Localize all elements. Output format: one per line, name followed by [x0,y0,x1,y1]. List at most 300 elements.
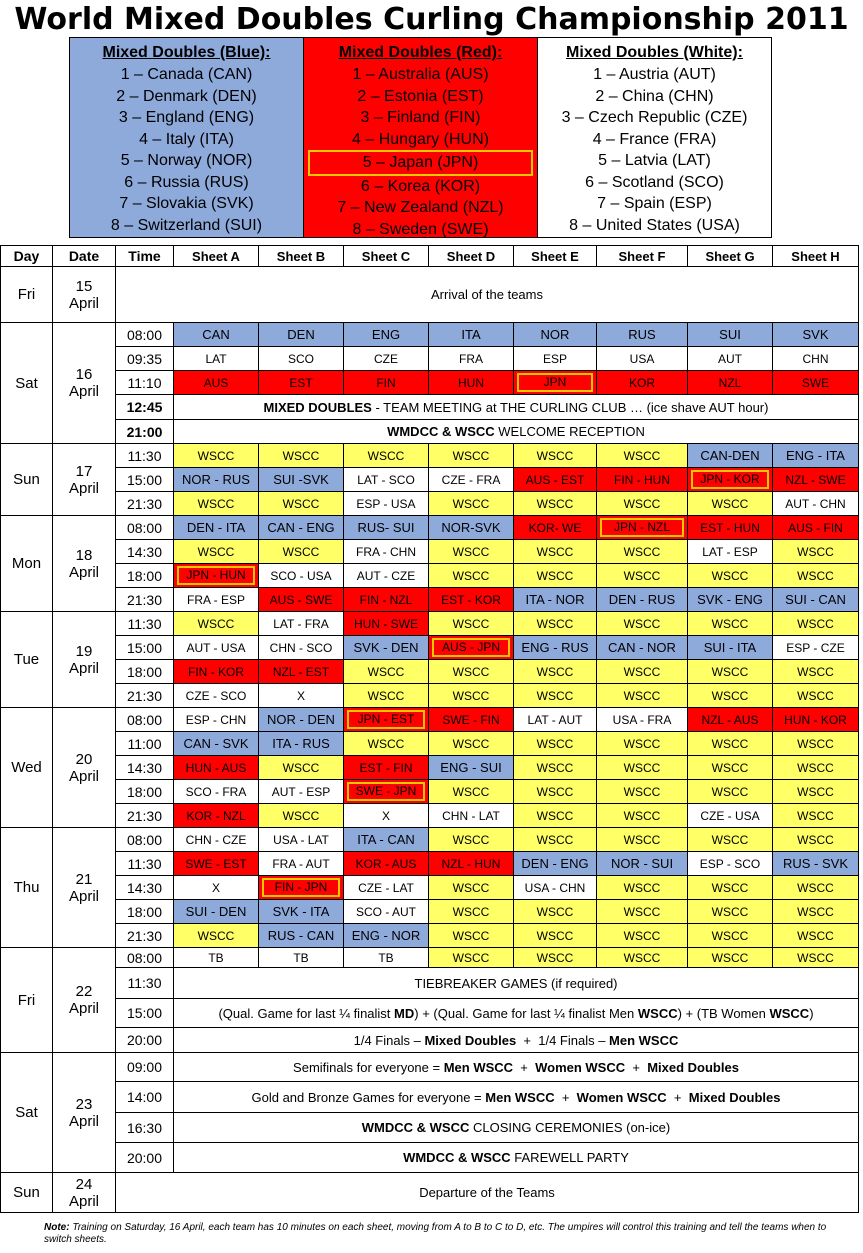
game-cell [688,876,773,900]
game-label: SVK - ITA [272,904,330,919]
schedule-row [1,780,859,804]
game-label: LAT - ESP [702,544,758,559]
date-month: April [68,479,99,497]
game-cell [597,900,688,924]
game-cell [344,612,429,636]
game-label: EST - FIN [359,760,413,775]
event-text-part: Semifinals for everyone = [293,1059,444,1075]
game-cell [344,924,429,948]
game-cell [429,588,514,612]
game-cell [688,780,773,804]
game-label: WSCC [452,784,490,799]
schedule-row [1,588,859,612]
game-label: WSCC [623,736,661,751]
game-cell [174,612,259,636]
event-text-part: + [666,1089,689,1105]
game-label: ENG - SUI [440,760,502,775]
schedule-row [1,395,859,420]
game-label: SWE - JPN [347,782,425,801]
event-text-part: WSCC [769,1005,810,1021]
game-label: WSCC [452,544,490,559]
date-month: April [68,887,99,905]
game-label: WSCC [797,568,834,583]
game-cell [514,347,597,371]
game-label: KOR - AUS [355,856,417,871]
game-label: ITA [461,327,481,342]
game-label: WSCC [797,616,834,631]
date-cell [53,444,116,516]
game-cell [597,804,688,828]
game-cell [259,900,344,924]
game-label: TB [208,950,224,965]
event-text-part: + [625,1059,648,1075]
game-cell [514,756,597,780]
game-label: SCO - AUT [355,904,416,919]
time-cell: 18:00 [116,780,174,804]
game-label: LAT - SCO [357,472,415,487]
game-cell [514,804,597,828]
event-text-part: WELCOME RECEPTION [494,424,645,439]
game-cell [773,732,859,756]
game-label: ESP - USA [356,496,416,511]
group-team-item: 8 – United States (USA) [569,216,740,234]
game-label: X [381,808,390,823]
game-cell [174,900,259,924]
game-cell [344,684,429,708]
day-cell: Sat [1,1053,53,1173]
time-cell: 21:30 [116,492,174,516]
game-cell [259,588,344,612]
game-cell [174,684,259,708]
game-cell [174,588,259,612]
game-label: WSCC [711,784,749,799]
game-cell [773,780,859,804]
schedule-row [1,612,859,636]
game-label: WSCC [623,448,661,463]
group-team-item: 2 – China (CHN) [595,87,714,105]
date-month: April [68,659,99,677]
game-label: JPN [517,373,593,392]
game-cell [688,660,773,684]
game-label: KOR - NZL [186,808,246,823]
event-text-part: WMDCC & WSCC [361,1120,470,1135]
game-label: WSCC [797,950,834,965]
game-label: FRA - ESP [186,592,245,607]
game-label: RUS - CAN [267,928,335,943]
schedule-row [1,1143,859,1173]
game-label: AUT - CHN [785,496,846,511]
game-label: WSCC [797,904,834,919]
game-cell [429,804,514,828]
game-label: FRA - CHN [356,544,416,559]
schedule-row [1,1173,859,1213]
page-title: World Mixed Doubles Curling Championship 2011 [14,2,849,37]
date-month: April [68,1192,99,1210]
game-cell [597,540,688,564]
time-cell: 12:45 [116,395,174,420]
day-cell: Tue [1,612,53,708]
event-span-cell [174,395,859,420]
game-label: DEN - RUS [608,592,676,607]
game-label: CZE - FRA [441,472,501,487]
game-label: NZL - EST [272,664,330,679]
game-label: WSCC [367,448,405,463]
game-label: WSCC [452,736,490,751]
game-label: FIN - KOR [188,664,244,679]
game-cell [597,948,688,968]
game-cell [514,660,597,684]
game-cell [344,852,429,876]
game-label: WSCC [623,760,661,775]
game-label: CZE [374,351,398,366]
game-label: SCO - FRA [185,784,247,799]
game-cell [344,804,429,828]
schedule-row [1,420,859,444]
schedule-row [1,828,859,852]
group-team-item: 7 – New Zealand (NZL) [337,199,504,216]
date-cell [53,516,116,612]
game-cell [429,371,514,395]
game-cell [688,732,773,756]
game-label: WSCC [452,904,490,919]
game-label: AUS - FIN [788,520,843,535]
game-cell [429,540,514,564]
time-cell: 15:00 [116,636,174,660]
game-label: WSCC [452,448,490,463]
event-span-cell [174,1028,859,1053]
game-cell [259,828,344,852]
game-cell [259,660,344,684]
event-text-part: Men WSCC [485,1089,555,1105]
group-team-item: 5 – Latvia (LAT) [598,152,711,169]
game-label: JPN - KOR [691,470,769,489]
game-label: WSCC [452,880,490,895]
game-cell [259,924,344,948]
game-label: CAN - NOR [608,640,676,655]
game-cell [344,564,429,588]
game-label: WSCC [623,616,661,631]
game-cell [773,876,859,900]
day-cell: Wed [1,708,53,828]
event-text-part: MD [394,1005,415,1021]
game-label: SVK [802,327,829,342]
game-label: WSCC [711,760,749,775]
date-day-number: 19 [75,642,93,660]
game-label: WSCC [623,568,661,583]
schedule-row [1,660,859,684]
group-team-item: 4 – Italy (ITA) [139,130,234,148]
game-cell [773,828,859,852]
time-cell: 08:00 [116,323,174,347]
game-cell [514,371,597,395]
date-day-number: 24 [75,1175,93,1193]
game-label: WSCC [452,688,490,703]
event-text-part: WSCC [637,1005,678,1021]
game-cell [344,948,429,968]
game-label: WSCC [536,808,574,823]
game-cell [597,516,688,540]
game-cell [514,708,597,732]
event-text-part: WMDCC & WSCC [403,1150,511,1165]
time-cell: 14:00 [116,1082,174,1113]
game-label: AUS - SWE [269,592,333,607]
game-label: KOR- WE [528,520,582,535]
game-label: WSCC [797,880,834,895]
game-label: FRA [459,351,483,366]
game-cell [773,540,859,564]
game-label: X [211,880,220,895]
day-cell: Sat [1,323,53,444]
game-cell [773,756,859,780]
game-cell [597,708,688,732]
game-cell [688,708,773,732]
game-cell [597,444,688,468]
game-cell [773,684,859,708]
group-team-item: 7 – Spain (ESP) [597,195,712,212]
time-cell: 11:30 [116,852,174,876]
schedule-row [1,492,859,516]
event-span-cell [174,999,859,1028]
game-label: FIN - HUN [614,472,670,487]
game-cell [174,564,259,588]
game-cell [259,540,344,564]
game-label: WSCC [623,688,661,703]
game-cell [429,564,514,588]
game-cell [597,371,688,395]
game-cell [514,780,597,804]
game-label: WSCC [282,760,320,775]
game-label: SVK - DEN [353,640,419,655]
game-label: HUN [458,375,484,390]
game-cell [429,684,514,708]
game-label: WSCC [623,784,661,799]
footnote-text: Training on Saturday, 16 April, each team has 10 minutes on each sheet, moving from A to B to C to D, etc. The umpires will control this training and tell the teams when to switch sheets. [44,1222,827,1245]
game-label: AUT - ESP [271,784,331,799]
game-cell [429,636,514,660]
game-cell [514,684,597,708]
time-cell: 11:30 [116,444,174,468]
schedule-row [1,756,859,780]
game-label: WSCC [536,496,574,511]
time-cell: 09:00 [116,1053,174,1082]
game-label: NZL - HUN [441,856,501,871]
event-text-part: (Qual. Game for last ¼ finalist [218,1005,395,1021]
event-text-part: Women WSCC [576,1089,667,1105]
event-text-part: + [513,1059,536,1075]
game-cell [597,732,688,756]
event-text-part: TIEBREAKER GAMES (if required) [414,975,618,991]
game-cell [688,636,773,660]
group-column [70,38,304,237]
game-cell [597,828,688,852]
header-date: Date [53,246,116,267]
time-cell: 21:00 [116,420,174,444]
game-cell [597,660,688,684]
game-cell [597,756,688,780]
group-team-item: 3 – Czech Republic (CZE) [561,109,748,126]
game-cell [514,516,597,540]
game-cell [514,540,597,564]
game-cell [688,540,773,564]
game-label: WSCC [711,904,749,919]
game-label: WSCC [623,808,661,823]
game-cell [259,780,344,804]
game-label: WSCC [797,736,834,751]
game-cell [259,444,344,468]
game-cell [174,852,259,876]
game-cell [174,924,259,948]
event-text-part: Mixed Doubles [647,1059,739,1075]
game-label: CZE - LAT [358,880,414,895]
game-cell [773,804,859,828]
game-cell [174,780,259,804]
game-cell [688,516,773,540]
game-cell [773,444,859,468]
time-cell: 15:00 [116,468,174,492]
game-cell [344,780,429,804]
game-cell [259,708,344,732]
game-label: JPN - NZL [600,518,684,537]
game-label: USA - FRA [612,712,672,727]
game-label: WSCC [197,928,235,943]
game-cell [174,660,259,684]
header-sheet-e: Sheet E [514,246,597,267]
game-label: SVK - ENG [697,592,763,607]
schedule-row [1,636,859,660]
date-day-number: 22 [75,983,93,1000]
game-cell [344,732,429,756]
time-cell: 11:00 [116,732,174,756]
game-cell [174,516,259,540]
time-cell: 16:30 [116,1113,174,1143]
date-cell [53,612,116,708]
game-label: CAN - SVK [183,736,249,751]
schedule-row [1,1053,859,1082]
schedule-row [1,876,859,900]
game-label: EST - KOR [441,592,501,607]
game-cell [514,876,597,900]
game-label: CAN [202,327,230,342]
schedule-row [1,804,859,828]
group-team-item: 1 – Austria (AUT) [593,66,716,83]
game-cell [429,492,514,516]
game-label: FIN - JPN [262,878,340,897]
game-label: DEN - ITA [186,520,246,535]
game-cell [429,756,514,780]
game-cell [344,540,429,564]
game-label: WSCC [536,736,574,751]
time-cell: 08:00 [116,708,174,732]
event-span-cell [174,1143,859,1173]
header-sheet-d: Sheet D [429,246,514,267]
game-cell [514,588,597,612]
event-span-cell: Departure of the Teams [116,1173,859,1213]
time-cell: 14:30 [116,876,174,900]
game-label: WSCC [282,808,320,823]
game-cell [174,540,259,564]
time-cell: 21:30 [116,804,174,828]
game-label: ITA - RUS [272,736,330,751]
game-cell [344,588,429,612]
game-cell [344,347,429,371]
game-label: AUT - CZE [356,568,416,583]
game-cell [259,948,344,968]
event-span-cell [174,968,859,999]
header-time: Time [116,246,174,267]
schedule-table [0,245,859,1213]
event-span-cell [174,420,859,444]
time-cell: 09:35 [116,347,174,371]
event-text-part: FAREWELL PARTY [510,1150,629,1165]
game-label: WSCC [797,664,834,679]
game-label: EST [289,375,313,390]
date-day-number: 23 [75,1095,93,1113]
game-cell [688,588,773,612]
game-label: CZE - SCO [185,688,247,703]
game-label: WSCC [797,760,834,775]
game-cell [688,924,773,948]
game-label: WSCC [536,784,574,799]
event-span-cell [174,1082,859,1113]
date-day-number: 21 [75,870,93,888]
game-label: WSCC [711,880,749,895]
day-cell: Mon [1,516,53,612]
game-cell [174,371,259,395]
game-label: HUN - SWE [354,616,418,631]
game-label: WSCC [452,928,490,943]
game-label: NOR - DEN [267,712,335,727]
game-label: ESP - SCO [699,856,761,871]
header-sheet-f: Sheet F [597,246,688,267]
game-label: WSCC [367,664,405,679]
game-label: AUS - JPN [432,638,510,657]
game-label: WSCC [536,832,574,847]
game-cell [259,516,344,540]
date-month: April [68,563,99,581]
game-cell [773,852,859,876]
time-cell: 21:30 [116,588,174,612]
game-cell [514,948,597,968]
schedule-row [1,371,859,395]
day-cell: Fri [1,948,53,1053]
game-cell [597,588,688,612]
game-cell [597,612,688,636]
game-cell [174,732,259,756]
game-label: WSCC [452,950,490,965]
game-label: WSCC [711,616,749,631]
game-label: WSCC [711,950,749,965]
game-cell [597,924,688,948]
group-heading: Mixed Doubles (Blue): [102,44,271,61]
game-label: WSCC [536,664,574,679]
footnote-label: Note: [44,1222,70,1233]
game-cell [688,444,773,468]
game-label: LAT - FRA [273,616,329,631]
game-cell [344,660,429,684]
date-day-number: 17 [75,462,93,480]
game-cell [688,371,773,395]
game-label: AUS [203,375,229,390]
group-team-item: 1 – Canada (CAN) [120,66,253,83]
game-label: NZL - AUS [701,712,759,727]
game-label: CAN-DEN [700,448,760,463]
schedule-row [1,323,859,347]
game-label: WSCC [452,496,490,511]
game-cell [174,636,259,660]
game-label: WSCC [797,928,834,943]
time-cell: 18:00 [116,564,174,588]
schedule-row [1,516,859,540]
